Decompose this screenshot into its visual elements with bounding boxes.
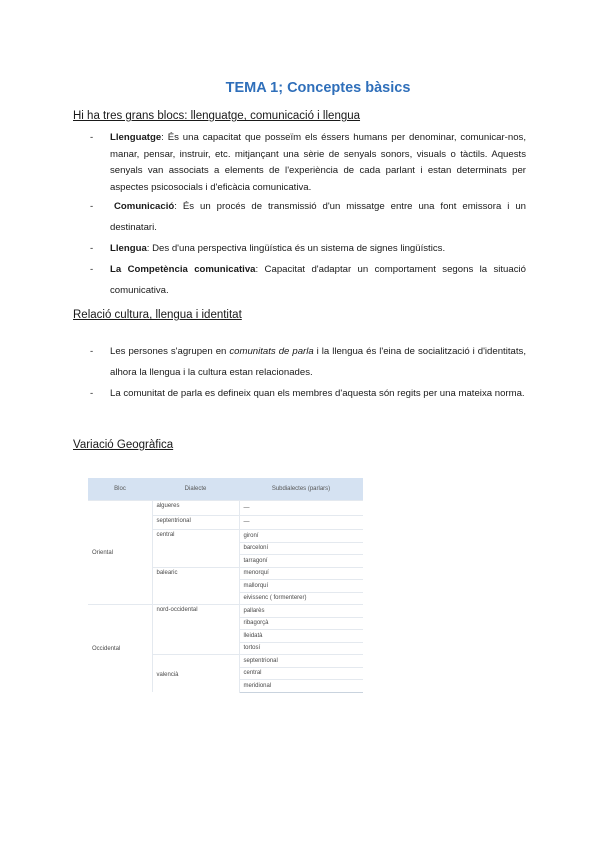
header-bloc: Bloc [88, 478, 152, 501]
definition: : És una capacitat que posseïm els éssers humans per denominar, comunicar-nos, manar, pensar, instruir, etc. mitjançant una sèrie de senyals sonors, visuals o tàctils. Aquests senyals van associats a elements de l'experiència de cada parlant i estan determinats per aspectes psicosocials i d'eficàcia comunicativa. [110, 132, 526, 193]
subdialect-cell: mallorquí [239, 580, 363, 593]
bullet-dash: - [90, 132, 94, 143]
table-header-row [88, 478, 363, 501]
subdialect-cell: tortosí [239, 642, 363, 655]
subdialect-cell: menorquí [239, 567, 363, 580]
table-row [88, 501, 363, 516]
subdialect-cell: lleidatà [239, 630, 363, 643]
list-item [90, 196, 526, 238]
subdialect-cell: pallarès [239, 605, 363, 618]
dialect-cell: valencià [152, 655, 239, 693]
term: Llengua [110, 243, 147, 254]
subdialect-cell: — [239, 501, 363, 516]
dialect-table [88, 478, 363, 693]
subdialect-cell: ribagorçà [239, 617, 363, 630]
subdialect-cell: septentrional [239, 655, 363, 668]
section-heading-variacio: Variació Geogràfica [73, 439, 174, 451]
definition: : Capacitat d'adaptar un comportament segons la situació comunicativa. [110, 264, 526, 296]
text-pre: Les persones s'agrupen en [110, 346, 230, 357]
dialect-cell: algueres [152, 501, 239, 516]
bullet-dash: - [90, 346, 94, 357]
subdialect-cell: barceloní [239, 542, 363, 555]
section-heading-relacio: Relació cultura, llengua i identitat [73, 309, 242, 321]
relacio-list [90, 341, 526, 404]
list-item [90, 383, 526, 404]
header-dialecte: Dialecte [152, 478, 239, 501]
subdialect-cell: — [239, 515, 363, 530]
blocs-list [90, 130, 526, 301]
emphasis: comunitats de parla [229, 346, 314, 357]
section-heading-blocs: Hi ha tres grans blocs: llenguatge, comunicació i llengua [73, 110, 361, 122]
dialect-cell: balearic [152, 567, 239, 605]
subdialect-cell: tarragoní [239, 555, 363, 568]
list-item [90, 238, 526, 259]
bloc-cell: Occidental [88, 605, 152, 693]
definition: : Des d'una perspectiva lingüística és un sistema de signes lingüístics. [146, 243, 446, 254]
table-row [88, 605, 363, 618]
term: La Competència comunicativa [110, 264, 256, 275]
list-item [90, 259, 526, 301]
page-title: TEMA 1; Conceptes bàsics [225, 80, 411, 96]
dialect-cell: nord-occidental [152, 605, 239, 655]
text-post: i la llengua és l'eina de socialització i d'identitats, alhora la llengua i la cultura estan relacionades. [110, 346, 526, 378]
text: La comunitat de parla es defineix quan els membres d'aquesta són regits per una mateixa norma. [110, 388, 525, 399]
bullet-dash: - [90, 243, 94, 254]
bullet-dash: - [90, 201, 94, 212]
subdialect-cell: meridional [239, 680, 363, 693]
term: Llenguatge [110, 132, 162, 143]
list-item [90, 130, 526, 196]
bloc-cell: Oriental [88, 501, 152, 605]
bullet-dash: - [90, 264, 94, 275]
dialect-cell: septentrional [152, 515, 239, 530]
subdialect-cell: central [239, 667, 363, 680]
definition: : És un procés de transmissió d'un missatge entre una font emissora i un destinatari. [110, 201, 526, 233]
list-item [90, 341, 526, 383]
term: Comunicació [114, 201, 175, 212]
subdialect-cell: gironí [239, 530, 363, 543]
header-subdialectes: Subdialectes (parlars) [239, 478, 363, 501]
bullet-dash: - [90, 388, 94, 399]
dialect-cell: central [152, 530, 239, 568]
subdialect-cell: eivissenc ( formenterer) [239, 592, 363, 605]
